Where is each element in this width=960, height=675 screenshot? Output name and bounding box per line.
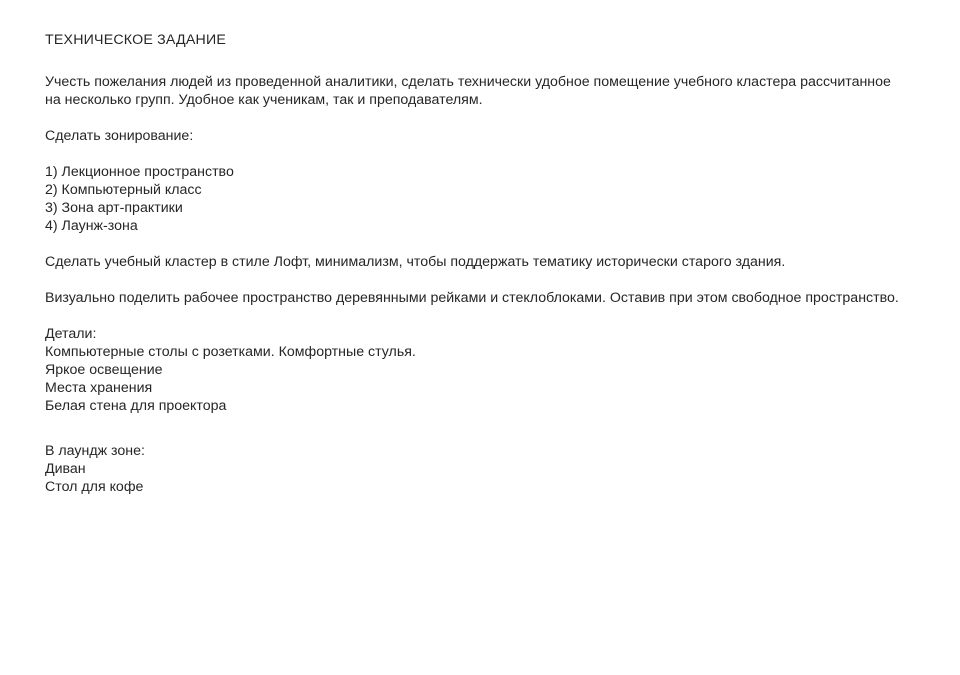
spacer	[45, 271, 905, 289]
zones-list	[45, 163, 905, 235]
lounge-item-coffee-table: Стол для кофе	[45, 479, 144, 495]
document-body	[45, 30, 905, 496]
lounge-item-sofa: Диван	[45, 461, 86, 477]
spacer	[45, 415, 905, 442]
details-item-projector-wall: Белая стена для проектора	[45, 398, 227, 414]
details-list	[45, 343, 905, 415]
intro-paragraph: Учесть пожелания людей из проведенной аналитики, сделать технически удобное помещение учебного кластера рассчитанное на несколько групп. Удобное как ученикам, так и преподавателям.	[45, 74, 891, 108]
zone-item-computer-class: 2) Компьютерный класс	[45, 182, 202, 198]
details-item-desks: Компьютерные столы с розетками. Комфортные стулья.	[45, 344, 416, 360]
lounge-heading: В лаундж зоне:	[45, 443, 145, 459]
zone-item-art-practice: 3) Зона арт-практики	[45, 200, 183, 216]
details-item-storage: Места хранения	[45, 380, 153, 396]
zone-item-lecture: 1) Лекционное пространство	[45, 164, 234, 180]
division-paragraph: Визуально поделить рабочее пространство деревянными рейками и стеклоблоками. Оставив при этом свободное пространство.	[45, 290, 899, 306]
details-heading: Детали:	[45, 326, 97, 342]
spacer	[45, 235, 905, 253]
zoning-heading: Сделать зонирование:	[45, 128, 194, 144]
lounge-list	[45, 460, 905, 496]
zone-item-lounge: 4) Лаунж-зона	[45, 218, 138, 234]
document-title: ТЕХНИЧЕСКОЕ ЗАДАНИЕ	[45, 32, 227, 48]
details-item-lighting: Яркое освещение	[45, 362, 163, 378]
style-paragraph: Сделать учебный кластер в стиле Лофт, минимализм, чтобы поддержать тематику исторически старого здания.	[45, 254, 786, 270]
spacer	[45, 307, 905, 325]
spacer	[45, 109, 905, 127]
spacer	[45, 145, 905, 163]
